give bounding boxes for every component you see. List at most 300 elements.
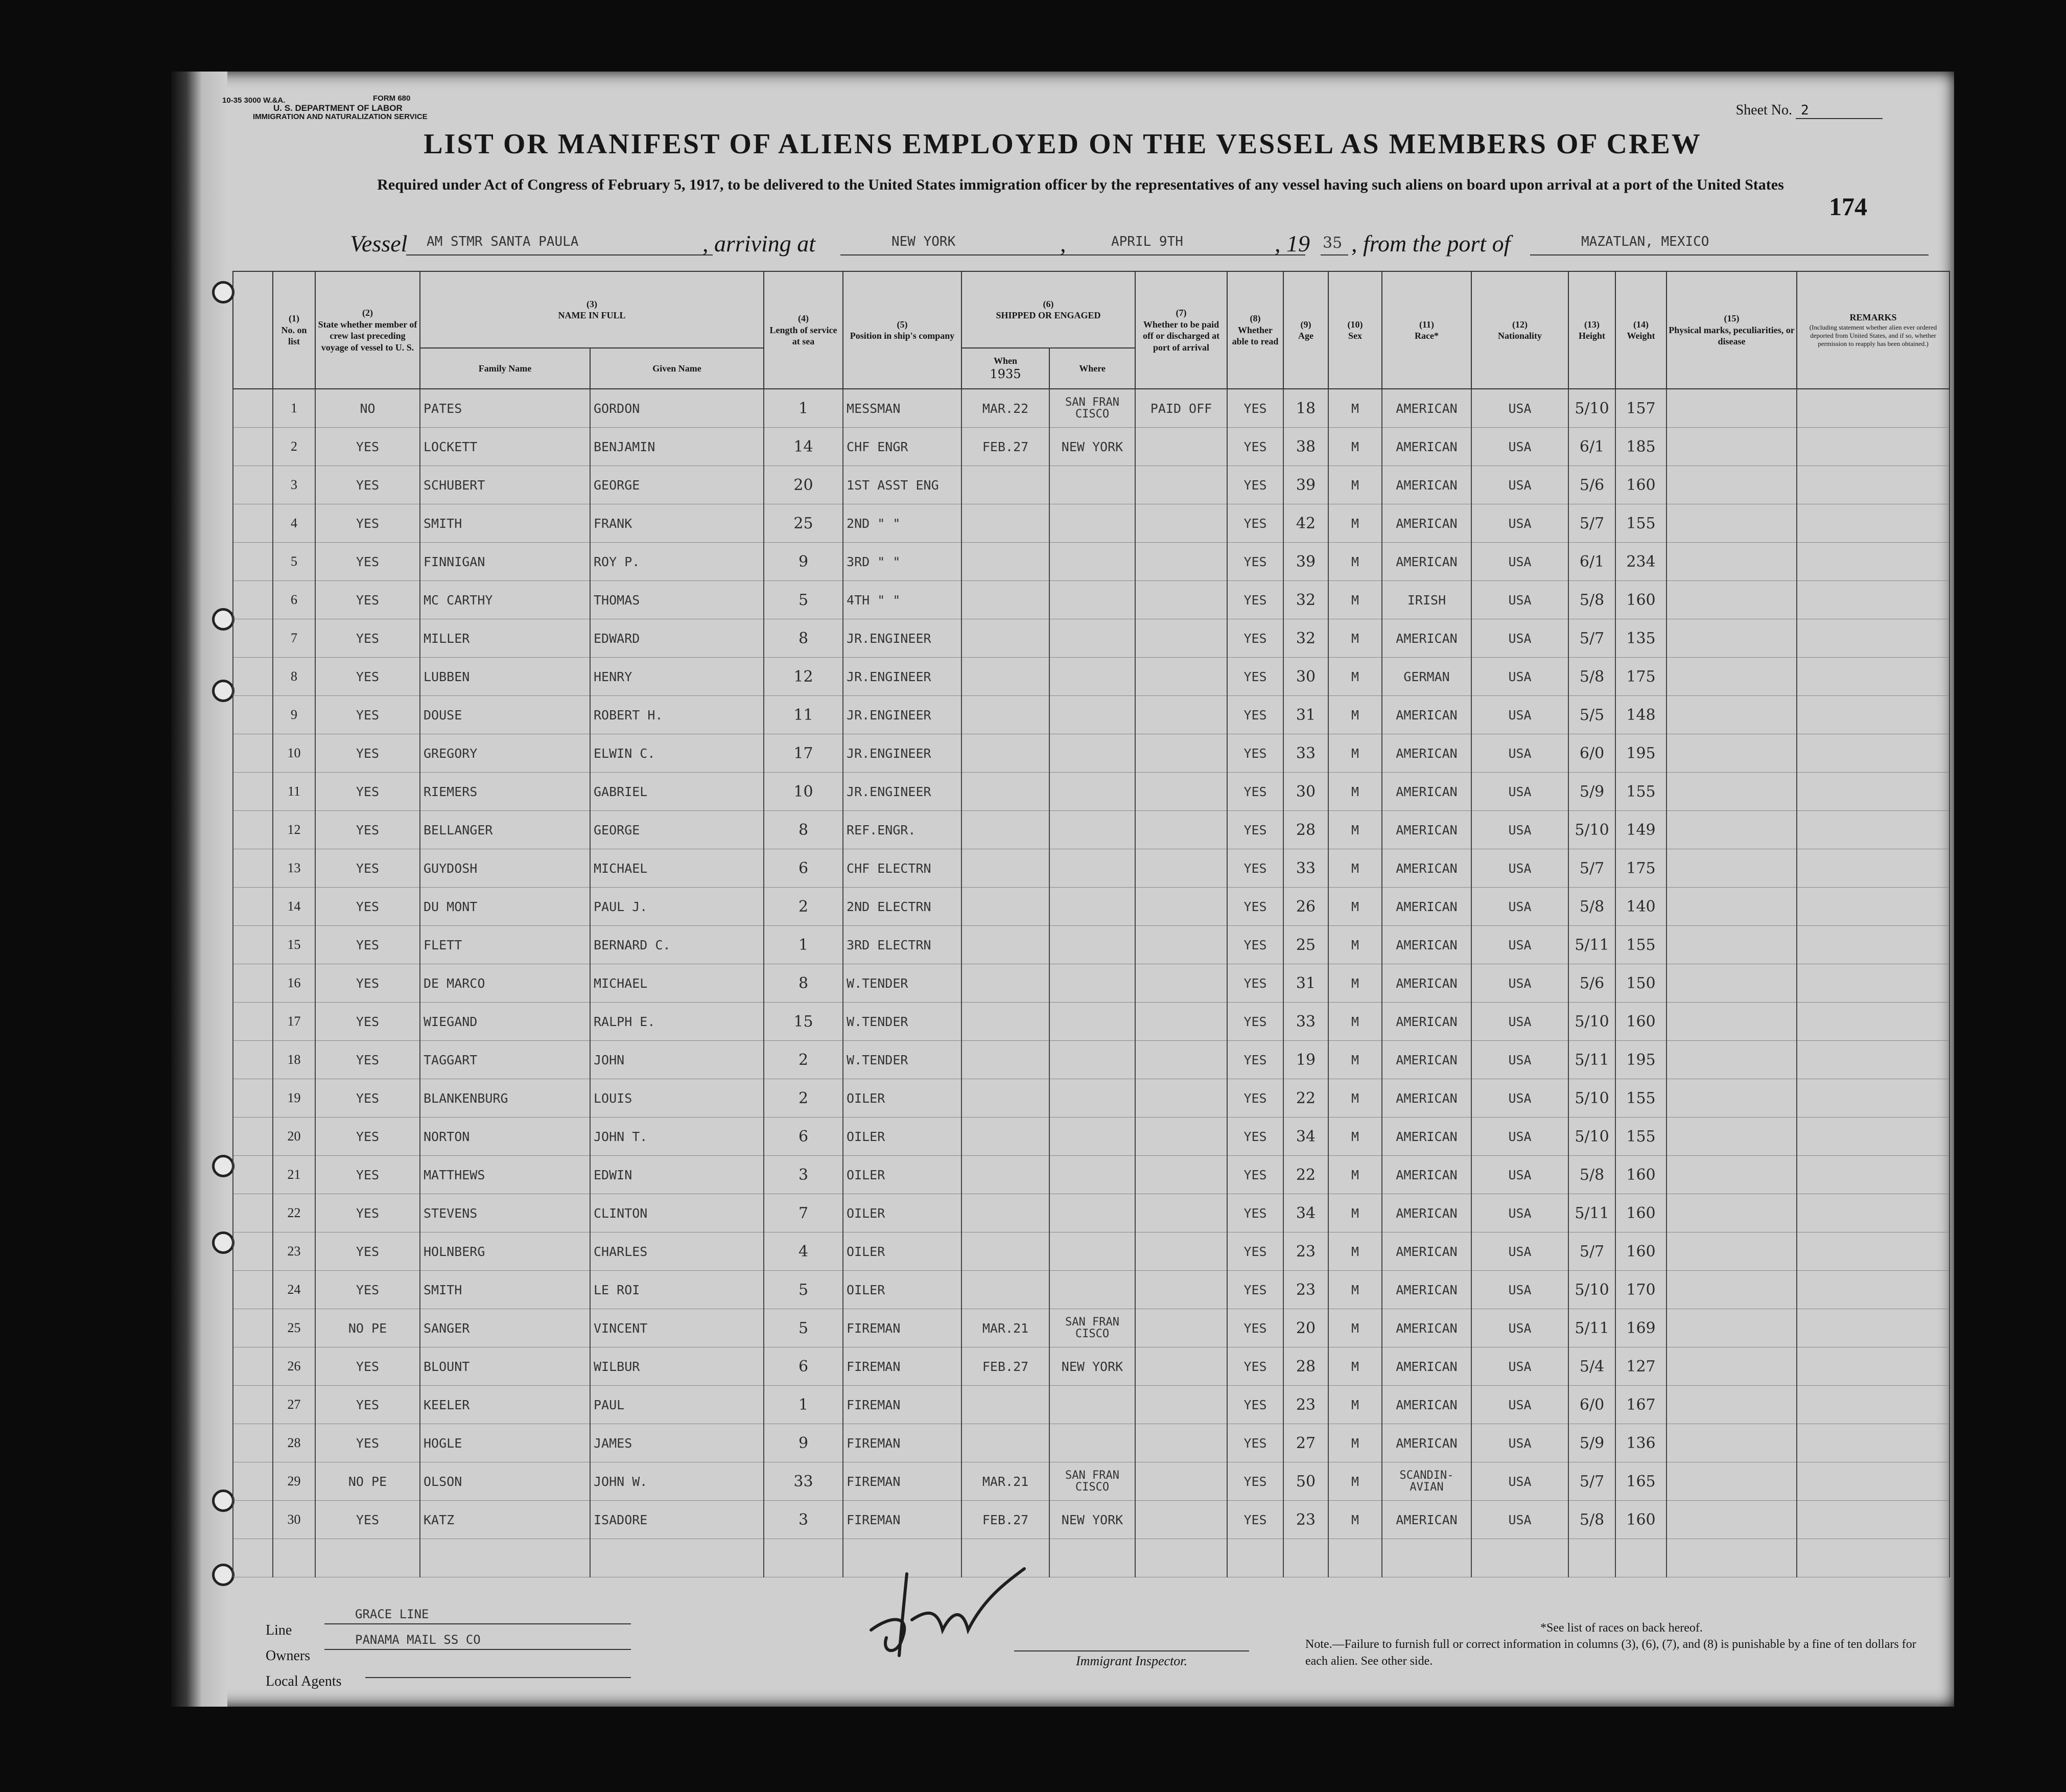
cell-age: 22 [1283, 1079, 1328, 1118]
cell-race: AMERICAN [1382, 543, 1471, 581]
cell-length-of-service: 25 [764, 504, 843, 543]
cell-height: 6/1 [1568, 543, 1615, 581]
cell-shipped-when [961, 1156, 1049, 1194]
punch-hole [212, 1490, 234, 1512]
cell-paid-off [1135, 1386, 1227, 1424]
cell-weight: 195 [1615, 734, 1666, 773]
cell-given-name: WILBUR [590, 1347, 764, 1386]
cell-race: AMERICAN [1382, 734, 1471, 773]
cell-shipped-where [1049, 1156, 1135, 1194]
cell-shipped-where: NEW YORK [1049, 1501, 1135, 1539]
col-height-index: (13) [1584, 319, 1600, 330]
table-row [233, 389, 1950, 428]
cell-able-to-read: YES [1227, 926, 1283, 964]
cell-row-margin [233, 1501, 273, 1539]
cell-height: 5/11 [1568, 1194, 1615, 1232]
cell-race: AMERICAN [1382, 504, 1471, 543]
cell-weight: 135 [1615, 619, 1666, 658]
cell-remarks [1797, 811, 1950, 849]
cell-weight: 170 [1615, 1271, 1666, 1309]
cell-age: 27 [1283, 1424, 1328, 1462]
cell-paid-off [1135, 658, 1227, 696]
cell-sex: M [1328, 466, 1382, 504]
cell-physical-marks [1666, 964, 1797, 1003]
cell-age: 38 [1283, 428, 1328, 466]
cell-nationality: USA [1471, 1118, 1568, 1156]
cell-remarks [1797, 581, 1950, 619]
year-prefix: , 19 [1275, 230, 1310, 257]
cell-given-name: JOHN W. [590, 1462, 764, 1501]
table-row [233, 1041, 1950, 1079]
cell-length-of-service: 4 [764, 1232, 843, 1271]
cell-sex: M [1328, 1386, 1382, 1424]
cell-length-of-service: 1 [764, 389, 843, 428]
cell-row-number: 6 [273, 581, 315, 619]
cell-paid-off [1135, 1156, 1227, 1194]
cell-given-name: GABRIEL [590, 773, 764, 811]
cell-given-name: BERNARD C. [590, 926, 764, 964]
cell-previous-voyage: YES [315, 849, 420, 888]
form-number: FORM 680 [373, 94, 411, 103]
cell-age: 32 [1283, 619, 1328, 658]
cell-height: 5/9 [1568, 773, 1615, 811]
cell-race: AMERICAN [1382, 1386, 1471, 1424]
cell-age: 32 [1283, 581, 1328, 619]
col-weight-label: Weight [1627, 331, 1655, 341]
cell-race: AMERICAN [1382, 964, 1471, 1003]
cell-nationality: USA [1471, 389, 1568, 428]
cell-height: 5/8 [1568, 658, 1615, 696]
cell-remarks [1797, 773, 1950, 811]
cell-row-margin [233, 1232, 273, 1271]
cell-family-name: FINNIGAN [420, 543, 590, 581]
col-height-label: Height [1579, 331, 1606, 341]
cell-position: OILER [843, 1232, 961, 1271]
col-remarks-note: (Including statement whether alien ever ordered deported from United States, and if so, whether permission to reapply has been obtained.) [1809, 323, 1937, 348]
cell-blank [764, 1539, 843, 1577]
cell-sex: M [1328, 1079, 1382, 1118]
cell-race: AMERICAN [1382, 1501, 1471, 1539]
cell-shipped-when [961, 1232, 1049, 1271]
manifest-sheet [171, 72, 1954, 1707]
cell-race: AMERICAN [1382, 773, 1471, 811]
cell-row-margin [233, 1003, 273, 1041]
col-nationality-label: Nationality [1498, 331, 1542, 341]
cell-height: 5/7 [1568, 619, 1615, 658]
punch-hole [212, 1155, 234, 1177]
cell-shipped-where [1049, 658, 1135, 696]
cell-remarks [1797, 1386, 1950, 1424]
immigrant-inspector-label: Immigrant Inspector. [1014, 1650, 1249, 1669]
cell-shipped-where [1049, 696, 1135, 734]
cell-able-to-read: YES [1227, 1156, 1283, 1194]
cell-shipped-when [961, 1041, 1049, 1079]
cell-previous-voyage: YES [315, 1041, 420, 1079]
cell-blank [420, 1539, 590, 1577]
cell-shipped-when: MAR.21 [961, 1462, 1049, 1501]
cell-blank [315, 1539, 420, 1577]
col-paid-off [1135, 271, 1227, 389]
table-row [233, 1309, 1950, 1347]
cell-paid-off [1135, 504, 1227, 543]
cell-race: AMERICAN [1382, 1194, 1471, 1232]
cell-given-name: JAMES [590, 1424, 764, 1462]
cell-paid-off [1135, 1194, 1227, 1232]
cell-able-to-read: YES [1227, 849, 1283, 888]
cell-race: AMERICAN [1382, 696, 1471, 734]
cell-paid-off [1135, 1347, 1227, 1386]
table-row [233, 926, 1950, 964]
cell-height: 6/0 [1568, 1386, 1615, 1424]
cell-nationality: USA [1471, 964, 1568, 1003]
cell-row-number: 1 [273, 389, 315, 428]
cell-remarks [1797, 1501, 1950, 1539]
cell-physical-marks [1666, 1462, 1797, 1501]
port-field: MAZATLAN, MEXICO [1530, 234, 1929, 255]
cell-remarks [1797, 428, 1950, 466]
cell-length-of-service: 14 [764, 428, 843, 466]
cell-sex: M [1328, 888, 1382, 926]
cell-nationality: USA [1471, 811, 1568, 849]
cell-previous-voyage: YES [315, 1271, 420, 1309]
table-row [233, 734, 1950, 773]
cell-physical-marks [1666, 926, 1797, 964]
vessel-name-field: AM STMR SANTA PAULA [406, 234, 713, 255]
cell-shipped-where: SAN FRAN CISCO [1049, 1309, 1135, 1347]
cell-remarks [1797, 1041, 1950, 1079]
cell-row-margin [233, 811, 273, 849]
cell-remarks [1797, 1271, 1950, 1309]
col-previous-voyage-label: State whether member of crew last preceding voyage of vessel to U. S. [318, 319, 417, 353]
cell-remarks [1797, 1156, 1950, 1194]
binder-strip [171, 72, 227, 1707]
table-row [233, 428, 1950, 466]
col-able-to-read [1227, 271, 1283, 389]
cell-nationality: USA [1471, 1041, 1568, 1079]
cell-row-margin [233, 504, 273, 543]
cell-shipped-where [1049, 619, 1135, 658]
cell-physical-marks [1666, 1118, 1797, 1156]
cell-paid-off [1135, 849, 1227, 888]
cell-weight: 160 [1615, 1501, 1666, 1539]
cell-race: IRISH [1382, 581, 1471, 619]
cell-position: 1ST ASST ENG [843, 466, 961, 504]
cell-row-margin [233, 1118, 273, 1156]
cell-row-margin [233, 1386, 273, 1424]
col-shipped-where: Where [1049, 348, 1135, 389]
cell-sex: M [1328, 1309, 1382, 1347]
cell-length-of-service: 8 [764, 811, 843, 849]
cell-length-of-service: 1 [764, 926, 843, 964]
cell-able-to-read: YES [1227, 1309, 1283, 1347]
cell-shipped-where [1049, 849, 1135, 888]
cell-able-to-read: YES [1227, 1462, 1283, 1501]
sheet-number-label: Sheet No. [1735, 102, 1792, 118]
col-position-index: (5) [897, 319, 908, 330]
cell-physical-marks [1666, 1386, 1797, 1424]
cell-row-number: 17 [273, 1003, 315, 1041]
cell-given-name: JOHN T. [590, 1118, 764, 1156]
cell-paid-off [1135, 619, 1227, 658]
cell-shipped-where [1049, 1194, 1135, 1232]
cell-length-of-service: 3 [764, 1156, 843, 1194]
cell-blank [1049, 1539, 1135, 1577]
cell-able-to-read: YES [1227, 1118, 1283, 1156]
cell-sex: M [1328, 1462, 1382, 1501]
cell-family-name: LUBBEN [420, 658, 590, 696]
col-service-index: (4) [798, 313, 809, 324]
cell-blank [1615, 1539, 1666, 1577]
cell-shipped-when: FEB.27 [961, 1347, 1049, 1386]
cell-remarks [1797, 504, 1950, 543]
cell-previous-voyage: YES [315, 1194, 420, 1232]
cell-remarks [1797, 619, 1950, 658]
arrival-date-field: APRIL 9TH [1075, 234, 1305, 255]
cell-physical-marks [1666, 1309, 1797, 1347]
cell-age: 26 [1283, 888, 1328, 926]
cell-previous-voyage: YES [315, 466, 420, 504]
cell-shipped-when [961, 581, 1049, 619]
cell-family-name: HOGLE [420, 1424, 590, 1462]
cell-age: 39 [1283, 543, 1328, 581]
races-footnote: *See list of races on back hereof. [1540, 1621, 1703, 1635]
vessel-line [350, 230, 1908, 266]
cell-row-number: 12 [273, 811, 315, 849]
cell-shipped-when: MAR.22 [961, 389, 1049, 428]
cell-row-margin [233, 1194, 273, 1232]
cell-able-to-read: YES [1227, 1424, 1283, 1462]
cell-height: 5/7 [1568, 504, 1615, 543]
cell-paid-off [1135, 581, 1227, 619]
cell-shipped-where [1049, 964, 1135, 1003]
cell-remarks [1797, 389, 1950, 428]
col-shipped-engaged [961, 271, 1135, 348]
col-remarks [1797, 271, 1950, 389]
cell-weight: 160 [1615, 1156, 1666, 1194]
cell-length-of-service: 6 [764, 1347, 843, 1386]
cell-nationality: USA [1471, 888, 1568, 926]
cell-shipped-where [1049, 1424, 1135, 1462]
cell-row-number: 27 [273, 1386, 315, 1424]
cell-shipped-where [1049, 466, 1135, 504]
penalty-note: Note.—Failure to furnish full or correct information in columns (3), (6), (7), and (8) is punishable by a fine of ten dollars for each alien. See other side. [1305, 1638, 1916, 1668]
cell-row-number: 9 [273, 696, 315, 734]
cell-race: AMERICAN [1382, 849, 1471, 888]
cell-weight: 157 [1615, 389, 1666, 428]
cell-shipped-when [961, 1003, 1049, 1041]
cell-height: 5/4 [1568, 1347, 1615, 1386]
col-family-name: Family Name [420, 348, 590, 389]
cell-height: 6/0 [1568, 734, 1615, 773]
cell-row-number: 30 [273, 1501, 315, 1539]
cell-row-number: 7 [273, 619, 315, 658]
col-weight [1615, 271, 1666, 389]
col-age [1283, 271, 1328, 389]
cell-family-name: GUYDOSH [420, 849, 590, 888]
cell-given-name: CLINTON [590, 1194, 764, 1232]
cell-weight: 167 [1615, 1386, 1666, 1424]
cell-sex: M [1328, 734, 1382, 773]
cell-age: 34 [1283, 1118, 1328, 1156]
cell-weight: 155 [1615, 1079, 1666, 1118]
cell-race: AMERICAN [1382, 1424, 1471, 1462]
cell-physical-marks [1666, 1041, 1797, 1079]
cell-remarks [1797, 1118, 1950, 1156]
cell-position: JR.ENGINEER [843, 734, 961, 773]
cell-row-margin [233, 1424, 273, 1462]
cell-nationality: USA [1471, 1424, 1568, 1462]
cell-sex: M [1328, 581, 1382, 619]
col-service-label: Length of service at sea [769, 324, 837, 347]
cell-blank [1382, 1539, 1471, 1577]
cell-race: AMERICAN [1382, 1232, 1471, 1271]
cell-given-name: PAUL J. [590, 888, 764, 926]
cell-able-to-read: YES [1227, 1194, 1283, 1232]
cell-sex: M [1328, 964, 1382, 1003]
cell-given-name: HENRY [590, 658, 764, 696]
cell-nationality: USA [1471, 1386, 1568, 1424]
table-row [233, 504, 1950, 543]
cell-height: 5/9 [1568, 1424, 1615, 1462]
cell-shipped-when: FEB.27 [961, 1501, 1049, 1539]
cell-remarks [1797, 1003, 1950, 1041]
cell-age: 18 [1283, 389, 1328, 428]
cell-blank [233, 1539, 273, 1577]
cell-remarks [1797, 466, 1950, 504]
cell-physical-marks [1666, 773, 1797, 811]
cell-paid-off [1135, 428, 1227, 466]
cell-age: 30 [1283, 658, 1328, 696]
cell-given-name: GEORGE [590, 811, 764, 849]
cell-length-of-service: 15 [764, 1003, 843, 1041]
sheet-number-value: 2 [1796, 103, 1883, 119]
cell-position: CHF ENGR [843, 428, 961, 466]
cell-shipped-where [1049, 888, 1135, 926]
cell-nationality: USA [1471, 543, 1568, 581]
cell-blank [590, 1539, 764, 1577]
cell-race: SCANDIN-AVIAN [1382, 1462, 1471, 1501]
table-row [233, 1347, 1950, 1386]
cell-shipped-where [1049, 581, 1135, 619]
cell-remarks [1797, 849, 1950, 888]
cell-position: W.TENDER [843, 1003, 961, 1041]
cell-previous-voyage: YES [315, 619, 420, 658]
cell-sex: M [1328, 1194, 1382, 1232]
cell-previous-voyage: YES [315, 734, 420, 773]
cell-given-name: LOUIS [590, 1079, 764, 1118]
cell-position: FIREMAN [843, 1386, 961, 1424]
cell-row-number: 20 [273, 1118, 315, 1156]
cell-family-name: DU MONT [420, 888, 590, 926]
cell-nationality: USA [1471, 1079, 1568, 1118]
cell-row-number: 5 [273, 543, 315, 581]
cell-length-of-service: 5 [764, 1309, 843, 1347]
local-agents-label: Local Agents [266, 1673, 342, 1689]
cell-row-number: 15 [273, 926, 315, 964]
cell-sex: M [1328, 428, 1382, 466]
cell-shipped-when [961, 1271, 1049, 1309]
cell-paid-off [1135, 734, 1227, 773]
cell-weight: 148 [1615, 696, 1666, 734]
cell-length-of-service: 9 [764, 1424, 843, 1462]
col-nationality [1471, 271, 1568, 389]
cell-position: MESSMAN [843, 389, 961, 428]
cell-age: 23 [1283, 1232, 1328, 1271]
cell-weight: 160 [1615, 466, 1666, 504]
cell-weight: 155 [1615, 504, 1666, 543]
cell-height: 5/11 [1568, 1041, 1615, 1079]
cell-age: 34 [1283, 1194, 1328, 1232]
cell-able-to-read: YES [1227, 1232, 1283, 1271]
cell-sex: M [1328, 1501, 1382, 1539]
cell-paid-off [1135, 1271, 1227, 1309]
cell-blank [1568, 1539, 1615, 1577]
cell-position: JR.ENGINEER [843, 773, 961, 811]
cell-length-of-service: 17 [764, 734, 843, 773]
cell-weight: 175 [1615, 658, 1666, 696]
cell-sex: M [1328, 811, 1382, 849]
table-row [233, 1079, 1950, 1118]
cell-row-number: 22 [273, 1194, 315, 1232]
cell-nationality: USA [1471, 849, 1568, 888]
cell-family-name: BLANKENBURG [420, 1079, 590, 1118]
cell-previous-voyage: NO PE [315, 1309, 420, 1347]
cell-age: 33 [1283, 849, 1328, 888]
cell-nationality: USA [1471, 428, 1568, 466]
cell-able-to-read: YES [1227, 504, 1283, 543]
cell-sex: M [1328, 658, 1382, 696]
cell-row-margin [233, 428, 273, 466]
cell-height: 5/6 [1568, 964, 1615, 1003]
cell-previous-voyage: YES [315, 888, 420, 926]
cell-weight: 185 [1615, 428, 1666, 466]
cell-position: 2ND ELECTRN [843, 888, 961, 926]
owners-label: Owners [266, 1648, 311, 1664]
cell-shipped-when [961, 1386, 1049, 1424]
cell-shipped-where: NEW YORK [1049, 1347, 1135, 1386]
cell-height: 5/8 [1568, 1156, 1615, 1194]
cell-physical-marks [1666, 811, 1797, 849]
cell-age: 42 [1283, 504, 1328, 543]
cell-given-name: MICHAEL [590, 964, 764, 1003]
cell-family-name: KEELER [420, 1386, 590, 1424]
col-nationality-index: (12) [1512, 319, 1528, 330]
cell-remarks [1797, 1347, 1950, 1386]
cell-length-of-service: 6 [764, 1118, 843, 1156]
col-name-index: (3) [586, 298, 597, 309]
cell-physical-marks [1666, 1003, 1797, 1041]
cell-age: 31 [1283, 696, 1328, 734]
cell-weight: 165 [1615, 1462, 1666, 1501]
cell-family-name: NORTON [420, 1118, 590, 1156]
cell-paid-off [1135, 1118, 1227, 1156]
cell-shipped-where [1049, 926, 1135, 964]
cell-position: FIREMAN [843, 1424, 961, 1462]
cell-paid-off [1135, 926, 1227, 964]
cell-physical-marks [1666, 428, 1797, 466]
cell-shipped-where [1049, 1386, 1135, 1424]
cell-row-margin [233, 1079, 273, 1118]
arriving-label: , arriving at [702, 230, 816, 257]
cell-age: 31 [1283, 964, 1328, 1003]
cell-paid-off [1135, 1309, 1227, 1347]
cell-shipped-when: FEB.27 [961, 428, 1049, 466]
cell-sex: M [1328, 504, 1382, 543]
cell-row-number: 25 [273, 1309, 315, 1347]
cell-shipped-when [961, 1194, 1049, 1232]
cell-row-number: 11 [273, 773, 315, 811]
cell-row-margin [233, 1271, 273, 1309]
